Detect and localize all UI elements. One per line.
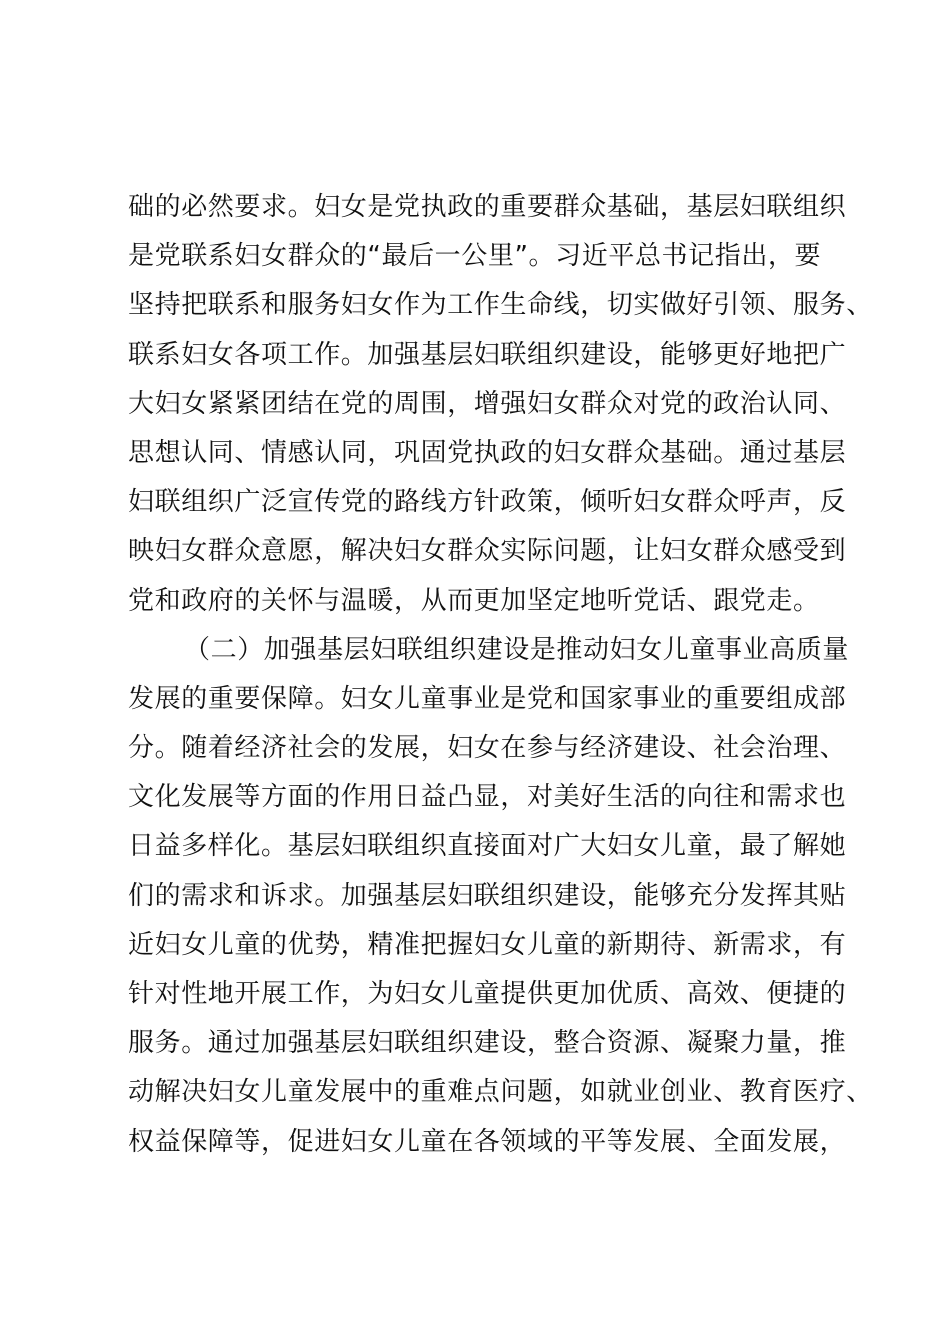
text-line: 针对性地开展工作，为妇女儿童提供更加优质、高效、便捷的 (128, 979, 847, 1009)
text-line: 党和政府的关怀与温暖，从而更加坚定地听党话、跟党走。 (128, 585, 820, 616)
text-line: 发展的重要保障。妇女儿童事业是党和国家事业的重要组成部 (128, 683, 847, 714)
section-heading-line: （二）加强基层妇联组织建设是推动妇女儿童事业高质量 (184, 634, 850, 665)
text-line: 联系妇女各项工作。加强基层妇联组织建设，能够更好地把广 (128, 339, 847, 370)
body-text (128, 183, 873, 1167)
text-line: 大妇女紧紧团结在党的周围，增强妇女群众对党的政治认同、 (128, 388, 847, 419)
text-line: 分。随着经济社会的发展，妇女在参与经济建设、社会治理、 (128, 733, 847, 764)
text-line: 们的需求和诉求。加强基层妇联组织建设，能够充分发挥其贴 (128, 880, 847, 911)
text-line: 映妇女群众意愿，解决妇女群众实际问题，让妇女群众感受到 (128, 536, 847, 567)
text-line: 动解决妇女儿童发展中的重难点问题，如就业创业、教育医疗、 (128, 1077, 873, 1108)
text-line: 权益保障等，促进妇女儿童在各领域的平等发展、全面发展， (128, 1126, 847, 1157)
text-line: 服务。通过加强基层妇联组织建设，整合资源、凝聚力量，推 (128, 1028, 847, 1059)
text-line: 日益多样化。基层妇联组织直接面对广大妇女儿童，最了解她 (128, 831, 847, 862)
text-line: 妇联组织广泛宣传党的路线方针政策，倾听妇女群众呼声，反 (128, 487, 847, 518)
text-line: 是党联系妇女群众的“最后一公里”。习近平总书记指出，要 (128, 241, 822, 272)
text-line: 思想认同、情感认同，巩固党执政的妇女群众基础。通过基层 (128, 437, 847, 468)
text-line: 础的必然要求。妇女是党执政的重要群众基础，基层妇联组织 (128, 192, 847, 222)
text-line: 近妇女儿童的优势，精准把握妇女儿童的新期待、新需求，有 (128, 929, 847, 960)
text-line: 坚持把联系和服务妇女作为工作生命线，切实做好引领、服务、 (128, 290, 873, 321)
text-line: 文化发展等方面的作用日益凸显，对美好生活的向往和需求也 (128, 782, 847, 813)
